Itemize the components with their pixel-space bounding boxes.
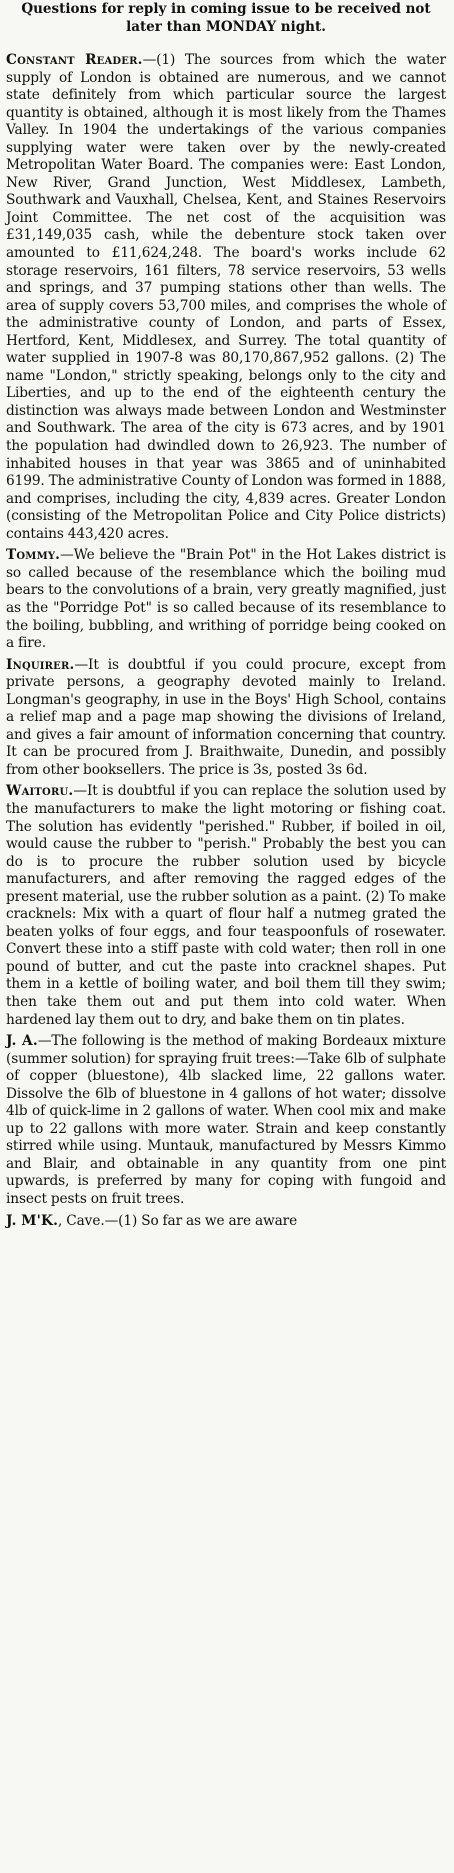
correspondent-name: Waitoru.	[6, 783, 74, 800]
reply-j-mk	[6, 1213, 446, 1231]
correspondent-name: Inquirer.	[6, 656, 75, 673]
reply-inquirer	[6, 657, 446, 780]
reply-text: —(1) The sources from which the water supply of London is obtained are numerous, and we cannot state definitely from which particular source the largest quantity is obtained, although it is most likely from the Thames Valley. In 1904 the undertakings of the various companies supplying water were taken over by the newly-created Metropolitan Water Board. The companies were: East London, New River, Grand Junction, West Middlesex, Lambeth, Southwark and Vauxhall, Chelsea, Kent, and Staines Reservoirs Joint Committee. The net cost of the acquisition was £31,149,035 cash, while the debenture stock taken over amounted to £11,624,248. The board's works include 62 storage reservoirs, 161 filters, 78 service reservoirs, 53 wells and springs, and 37 pumping stations other than wells. The area of supply covers 53,700 miles, and comprises the whole of the administrative county of London, and parts of Essex, Hertford, Kent, Middlesex, and Surrey. The total quantity of water supplied in 1907-8 was 80,170,867,952 gallons. (2) The name "London," strictly speaking, belongs only to the city and Liberties, and up to the end of the eighteenth century the distinction was always made between London and Westminster and Southwark. The area of the city is 673 acres, and by 1901 the population had dwindled down to 26,923. The number of inhabited houses in that year was 3865 and of uninhabited 6199. The administrative County of London was formed in 1888, and comprises, including the city, 4,839 acres. Greater London (consisting of the Metropolitan Police and City Police districts) contains 443,420 acres.	[6, 52, 446, 542]
newspaper-column	[6, 0, 446, 1234]
correspondent-name: J. A.	[6, 1033, 38, 1050]
reply-tommy	[6, 547, 446, 652]
reply-text: —We believe the "Brain Pot" in the Hot Lakes district is so called because of the resemblance which the boiling mud bears to the convolutions of a brain, very greatly magnified, just as the "Porridge Pot" is so called because of its resemblance to the boiling, bubbling, and writhing of porridge being cooked on a fire.	[6, 547, 446, 652]
reply-constant-reader	[6, 52, 446, 543]
reply-waitoru	[6, 783, 446, 1029]
reply-text: —The following is the method of making Bordeaux mixture (summer solution) for spraying fruit trees:—Take 6lb of sulphate of copper (bluestone), 4lb slacked lime, 22 gallons water. Dissolve the 6lb of bluestone in 4 gallons of hot water; dissolve 4lb of quick-lime in 2 gallons of water. When cool mix and make up to 22 gallons with more water. Strain and keep constantly stirred while using. Muntauk, manufactured by Messrs Kimmo and Blair, and obtainable in any quantity from one pint upwards, is preferred by many for coping with fungoid and insect pests on fruit trees.	[6, 1033, 446, 1207]
reply-text: —It is doubtful if you could procure, except from private persons, a geography devoted mainly to Ireland. Longman's geography, in use in the Boys' High School, contains a relief map and a page map showing the divisions of Ireland, and gives a fair amount of information concerning that country. It can be procured from J. Braithwaite, Dunedin, and possibly from other booksellers. The price is 3s, posted 3s 6d.	[6, 656, 446, 778]
correspondent-name: Tommy.	[6, 547, 61, 564]
reply-text: —It is doubtful if you can replace the solution used by the manufacturers to make the light motoring or fishing coat. The solution has evidently "perished." Rubber, if boiled in oil, would cause the rubber to "perish." Probably the best you can do is to procure the rubber solution used by bicycle manufacturers, and after removing the ragged edges of the present material, use the rubber solution as a paint. (2) To make cracknels: Mix with a quart of flour half a nutmeg grated the beaten yolks of four eggs, and four teaspoonfuls of rosewater. Convert these into a stiff paste with cold water; then roll in one pound of butter, and cut the paste into cracknel shapes. Put them in a kettle of boiling water, and boil them till they swim; then take them out and put them into cold water. When hardened lay them out to dry, and bake them on tin plates.	[6, 783, 446, 1028]
correspondent-name: Constant Reader.	[6, 52, 143, 68]
correspondent-name: J. M'K.	[6, 1212, 59, 1229]
reply-j-a	[6, 1033, 446, 1208]
submission-notice: Questions for reply in coming issue to be received not later than MONDAY night.	[21, 1, 431, 35]
reply-text: , Cave.—(1) So far as we are aware	[58, 1212, 298, 1229]
